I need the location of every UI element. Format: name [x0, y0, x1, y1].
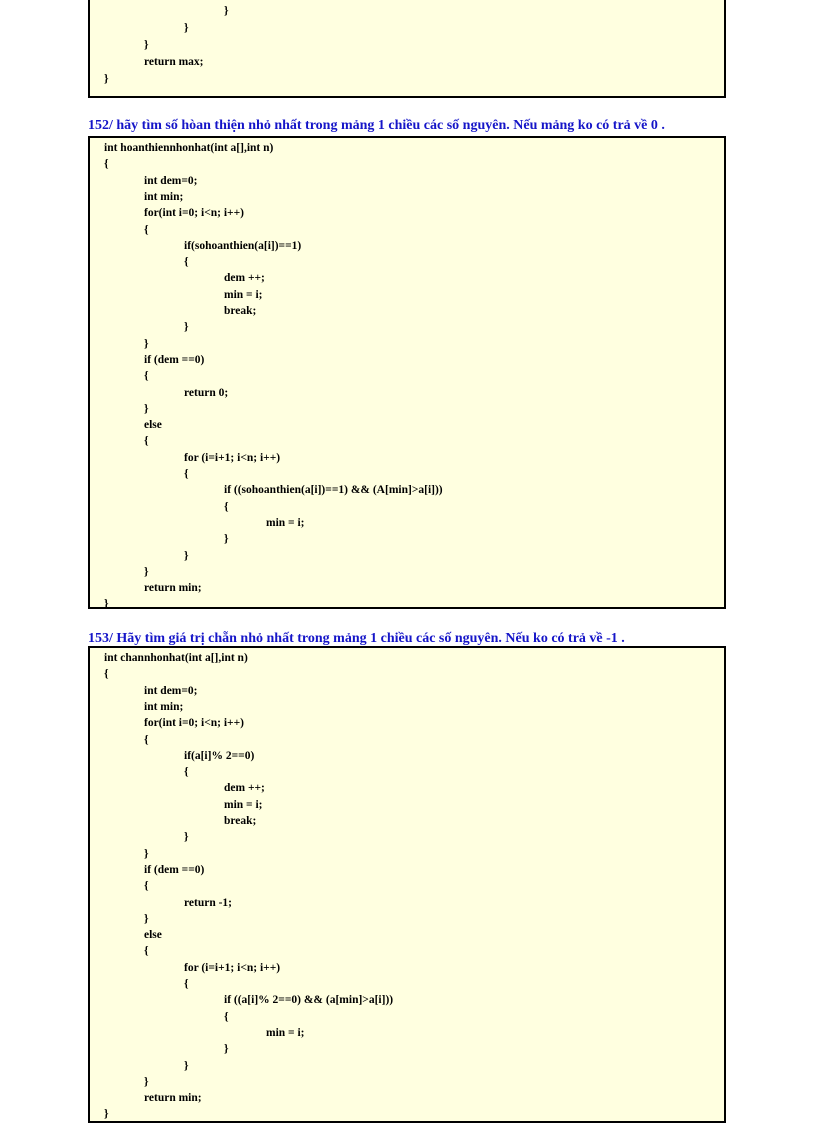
code-line: for (i=i+1; i<n; i++): [184, 961, 281, 974]
code-line: }: [144, 39, 149, 51]
code-line: }: [184, 831, 189, 844]
code-line: {: [184, 468, 189, 480]
code-line: {: [184, 978, 189, 990]
code-line: for (i=i+1; i<n; i++): [184, 451, 281, 464]
code-line: return max;: [144, 56, 204, 68]
code-line: break;: [224, 815, 257, 827]
code-line: {: [184, 766, 189, 779]
code-line: }: [224, 5, 229, 17]
code-line: if (dem ==0): [144, 353, 205, 366]
code-line: if ((a[i]% 2==0) && (a[min]>a[i])): [224, 994, 394, 1007]
code-line: return 0;: [184, 386, 229, 399]
code-line: }: [144, 337, 149, 350]
code-line: {: [224, 500, 229, 513]
code-line: dem ++;: [224, 272, 265, 285]
code-line: }: [144, 1075, 149, 1088]
code-line: }: [144, 912, 149, 925]
code-line: {: [104, 158, 109, 171]
code-line: {: [144, 733, 149, 746]
code-line: int dem=0;: [144, 684, 198, 697]
code-line: {: [184, 256, 189, 269]
code-line: for(int i=0; i<n; i++): [144, 717, 244, 730]
code-line: else: [144, 419, 162, 432]
code-line: int hoanthiennhonhat(int a[],int n): [104, 142, 274, 154]
code-line: }: [184, 549, 189, 562]
code-line: }: [184, 22, 189, 34]
code-line: }: [144, 847, 149, 860]
code-line: int channhonhat(int a[],int n): [104, 652, 248, 664]
code-box-152: [88, 136, 726, 609]
code-line: }: [104, 598, 109, 611]
code-line: else: [144, 929, 162, 942]
code-line: break;: [224, 305, 257, 317]
code-line: {: [144, 435, 149, 448]
code-line: for(int i=0; i<n; i++): [144, 207, 244, 220]
heading-152: 152/ hãy tìm số hòan thiện nhỏ nhất trong mảng 1 chiều các số nguyên. Nếu mảng ko có trả về 0 .: [88, 118, 665, 133]
code-line: dem ++;: [224, 782, 265, 795]
code-line: if(sohoanthien(a[i])==1): [184, 239, 302, 252]
code-line: return min;: [144, 582, 202, 595]
code-box-153: [88, 646, 726, 1123]
heading-153: 153/ Hãy tìm giá trị chẵn nhỏ nhất trong mảng 1 chiều các số nguyên. Nếu ko có trả về -1 .: [88, 631, 625, 646]
code-line: }: [184, 1059, 189, 1072]
code-line: {: [144, 880, 149, 893]
code-line: }: [144, 402, 149, 415]
code-line: if ((sohoanthien(a[i])==1) && (A[min]>a[i])): [224, 484, 443, 497]
code-line: {: [224, 1010, 229, 1023]
code-line: min = i;: [266, 516, 305, 529]
code-line: min = i;: [224, 288, 263, 301]
code-line: if(a[i]% 2==0): [184, 749, 255, 762]
code-line: {: [144, 223, 149, 236]
code-line: {: [104, 668, 109, 681]
code-line: min = i;: [224, 798, 263, 811]
code-line: min = i;: [266, 1026, 305, 1039]
code-line: }: [224, 533, 229, 546]
code-line: }: [104, 1108, 109, 1121]
code-line: return min;: [144, 1092, 202, 1105]
code-line: {: [144, 370, 149, 383]
code-line: }: [144, 565, 149, 578]
code-line: int min;: [144, 190, 184, 203]
code-line: if (dem ==0): [144, 863, 205, 876]
code-line: {: [144, 945, 149, 958]
code-line: }: [184, 321, 189, 334]
code-line: return -1;: [184, 896, 233, 909]
code-line: }: [224, 1043, 229, 1056]
code-line: int dem=0;: [144, 174, 198, 187]
code-line: int min;: [144, 700, 184, 713]
code-line: }: [104, 73, 109, 85]
code-box-top: [88, 0, 726, 98]
